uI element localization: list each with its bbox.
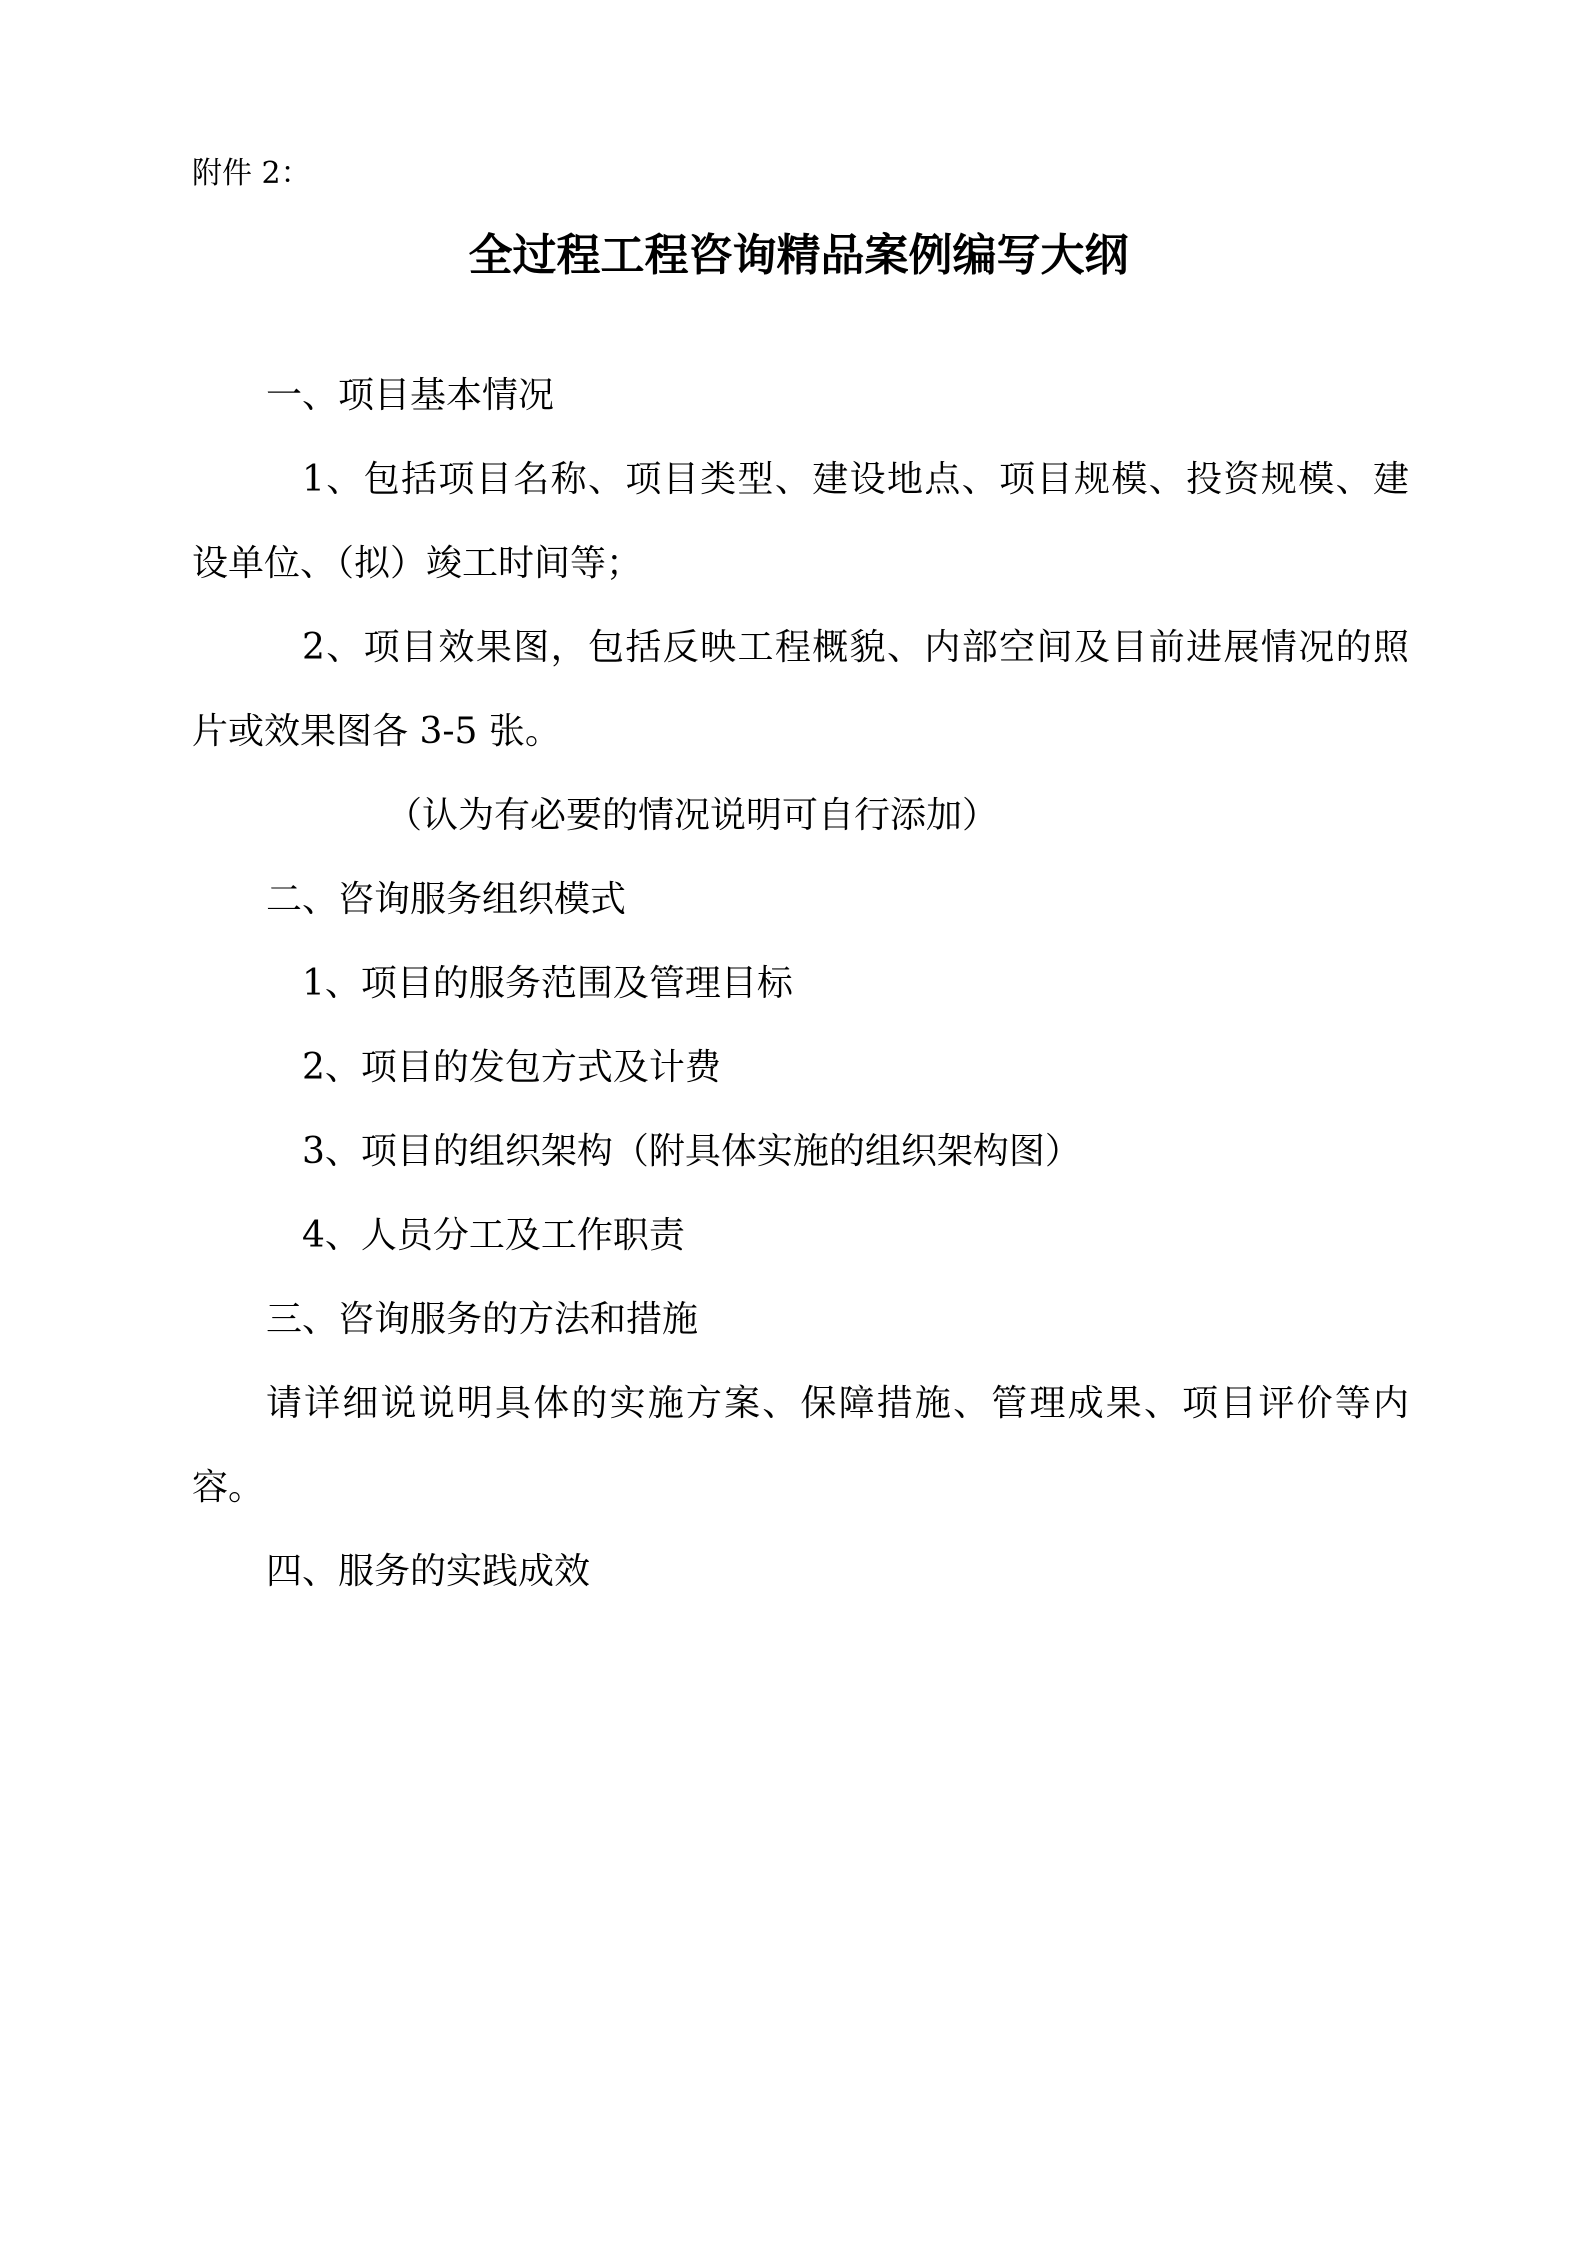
- section-1-item-2-line-2: 片或效果图各 3-5 张。: [192, 711, 561, 752]
- section-2-heading: 二、咨询服务组织模式: [266, 879, 627, 920]
- section-1-heading: 一、项目基本情况: [266, 375, 555, 416]
- section-2-item-3: 3、项目的组织架构（附具体实施的组织架构图）: [302, 1131, 1081, 1172]
- section-1-note: （认为有必要的情况说明可自行添加）: [386, 795, 999, 836]
- document-title: 全过程工程咨询精品案例编写大纲: [468, 230, 1129, 281]
- section-3-text-line-1: 请详细说说明具体的实施方案、保障措施、管理成果、项目评价等内: [266, 1383, 1409, 1424]
- section-2-item-2: 2、项目的发包方式及计费: [302, 1047, 721, 1088]
- section-1-item-2-line-1: 2、项目效果图，包括反映工程概貌、内部空间及目前进展情况的照: [302, 627, 1409, 668]
- section-3-heading: 三、咨询服务的方法和措施: [266, 1299, 699, 1340]
- section-1-item-1-line-1: 1、包括项目名称、项目类型、建设地点、项目规模、投资规模、建: [302, 459, 1409, 500]
- section-2-item-4: 4、人员分工及工作职责: [302, 1215, 685, 1256]
- section-4-heading: 四、服务的实践成效: [266, 1551, 591, 1592]
- section-1-item-1-line-2: 设单位、（拟）竣工时间等；: [192, 543, 643, 584]
- annex-label: 附件 2：: [192, 156, 311, 191]
- section-2-item-1: 1、项目的服务范围及管理目标: [302, 963, 793, 1004]
- section-3-text-line-2: 容。: [192, 1467, 265, 1508]
